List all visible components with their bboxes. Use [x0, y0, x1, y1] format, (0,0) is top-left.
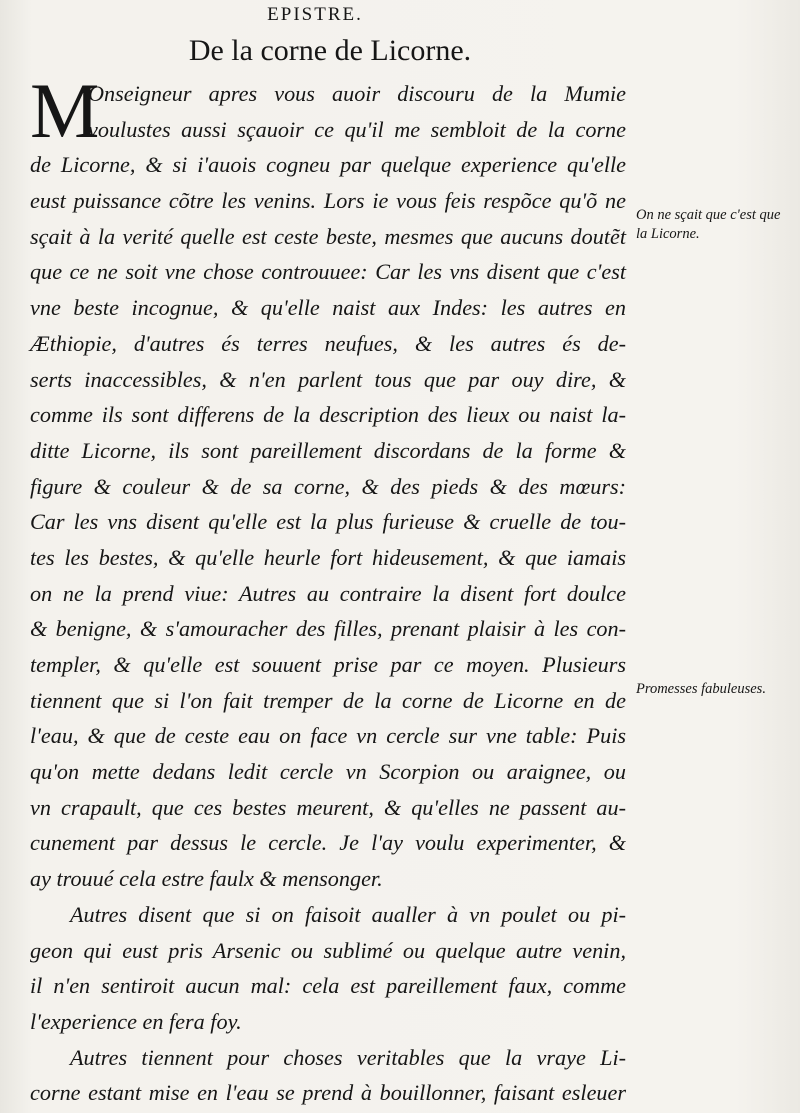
text-line: geon qui eust pris Arsenic ou sublimé ou quelque autre venin,: [30, 937, 626, 963]
chapter-title: De la corne de Licorne.: [188, 34, 472, 67]
text-line: l'experience en fera foy.: [30, 1008, 242, 1034]
text-line: Car les vns disent qu'elle est la plus furieuse & cruelle de tou-: [30, 509, 626, 535]
text-line: on ne la prend viue: Autres au contraire la disent fort doulce: [30, 580, 626, 606]
text-line: eust puissance cõtre les venins. Lors ie vous feis respõce qu'õ ne: [30, 188, 626, 214]
text-line: Æthiopie, d'autres és terres neufues, & les autres és de-: [30, 330, 626, 356]
text-line: Autres disent que si on faisoit aualler à vn poulet ou pi-: [70, 901, 626, 927]
margin-note: Promesses fabuleuses.: [636, 681, 766, 697]
text-line: Onseigneur apres vous auoir discouru de la Mumie: [88, 81, 626, 106]
text-line: & benigne, & s'amouracher des filles, prenant plaisir à les con-: [30, 616, 626, 642]
text-line: comme ils sont differens de la description des lieux ou naist la-: [30, 402, 626, 428]
text-line: cunement par dessus le cercle. Je l'ay voulu experimenter, &: [30, 830, 626, 856]
text-line: serts inaccessibles, & n'en parlent tous que par ouy dire, &: [30, 366, 626, 392]
text-line: Autres tiennent pour choses veritables que la vraye Li-: [70, 1044, 626, 1070]
text-line: qu'on mette dedans ledit cercle vn Scorpion ou araignee, ou: [30, 759, 626, 785]
text-line: de Licorne, & si i'auois cogneu par quelque experience qu'elle: [30, 152, 626, 178]
text-line: templer, & qu'elle est souuent prise par ce moyen. Plusieurs: [30, 652, 626, 677]
text-line: vne beste incognue, & qu'elle naist aux Indes: les autres en: [30, 295, 626, 321]
text-line: ay trouué cela estre faulx & mensonger.: [30, 866, 383, 892]
text-line: tes les bestes, & qu'elle heurle fort hideusement, & que iamais: [30, 544, 626, 570]
text-line: vn crapault, que ces bestes meurent, & qu'elles ne passent au-: [30, 794, 626, 820]
margin-note: On ne sçait que c'est que la Licorne.: [636, 207, 781, 242]
text-line: sçait à la verité quelle est ceste beste, mesmes que aucuns doutẽt: [30, 223, 626, 249]
body-text: [30, 76, 626, 1111]
drop-cap: M: [30, 67, 100, 154]
text-line: voulustes aussi sçauoir ce qu'il me sembloit de la corne: [88, 116, 626, 142]
text-line: ditte Licorne, ils sont pareillement discordans de la forme &: [30, 437, 626, 463]
text-line: l'eau, & que de ceste eau on face vn cercle sur vne table: Puis: [30, 723, 626, 749]
text-line: il n'en sentiroit aucun mal: cela est pareillement faux, comme: [30, 973, 626, 999]
text-line: que ce ne soit vne chose controuuee: Car les vns disent que c'est: [30, 259, 626, 285]
text-line: tiennent que si l'on fait tremper de la corne de Licorne en de: [30, 687, 626, 713]
running-head: EPISTRE.: [267, 4, 363, 25]
text-line: figure & couleur & de sa corne, & des pieds & des mœurs:: [30, 473, 626, 499]
text-line: corne estant mise en l'eau se prend à bouillonner, faisant esleuer: [30, 1080, 626, 1106]
